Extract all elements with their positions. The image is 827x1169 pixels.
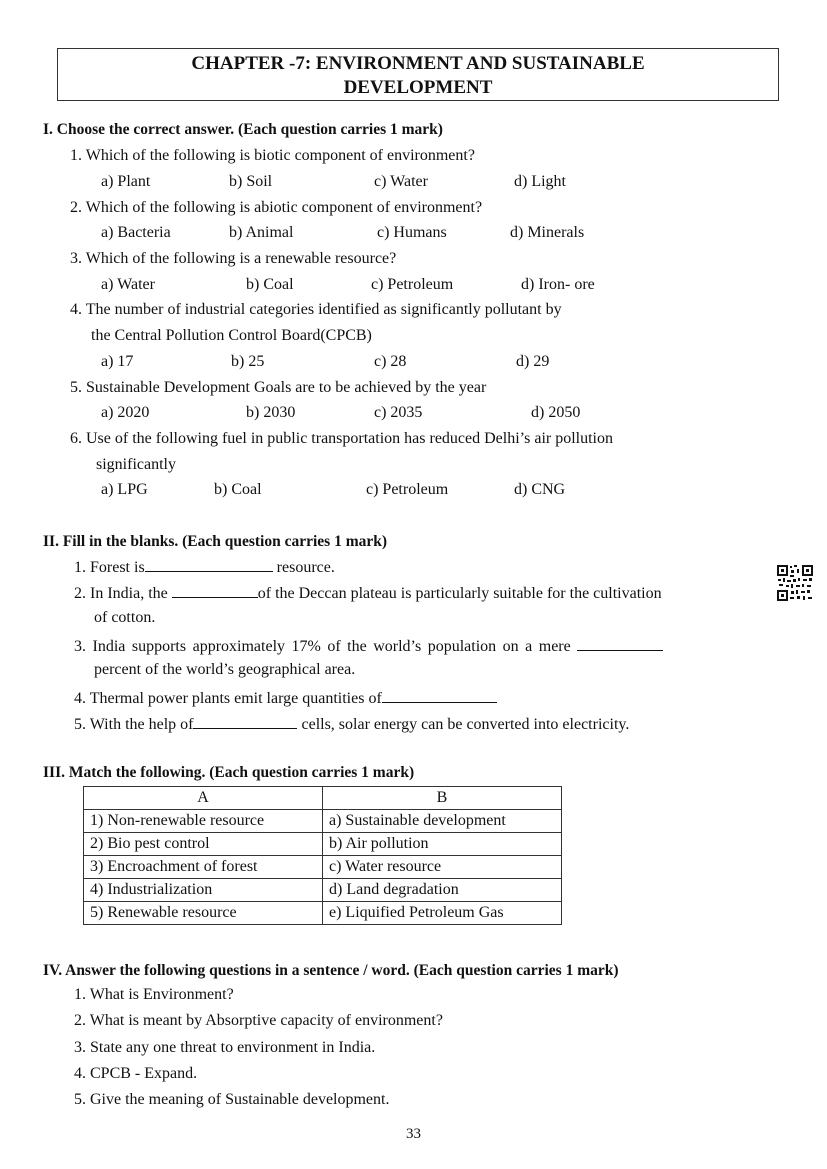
fill-q1-text-end: resource. [272, 559, 335, 576]
mcq2-option-b: b) Animal [229, 224, 294, 241]
fill-question-3 [74, 635, 663, 657]
match-table [83, 786, 562, 925]
match-a-item: 3) Encroachment of forest [84, 856, 323, 879]
qr-code-icon [776, 564, 814, 602]
section4-heading: IV. Answer the following questions in a sentence / word. (Each question carries 1 mark) [43, 962, 619, 979]
fill-q2-text-start: 2. In India, the [74, 585, 172, 602]
fill-q2-text-end: of the Deccan plateau is particularly suitable for the cultivation [257, 585, 662, 602]
mcq-question-5: 5. Sustainable Development Goals are to be achieved by the year [70, 379, 487, 396]
mcq4-option-a: a) 17 [101, 353, 134, 370]
mcq2-option-c: c) Humans [377, 224, 447, 241]
short-question-4: 4. CPCB - Expand. [74, 1065, 198, 1082]
fill-question-2 [74, 582, 662, 604]
fill-q5-text-end: cells, solar energy can be converted into electricity. [297, 716, 630, 733]
mcq5-option-a: a) 2020 [101, 404, 150, 421]
mcq6-option-b: b) Coal [214, 481, 262, 498]
chapter-title-line2: DEVELOPMENT [343, 77, 493, 98]
mcq4-option-d: d) 29 [516, 353, 550, 370]
fill-q3-text-start: 3. India supports approximately 17% of the world’s population on a mere [74, 638, 578, 655]
mcq1-option-b: b) Soil [229, 173, 273, 190]
section3-heading: III. Match the following. (Each question carries 1 mark) [43, 764, 415, 781]
table-row [84, 879, 562, 902]
column-b-header: B [323, 787, 562, 810]
page-number: 33 [406, 1126, 421, 1142]
fill-q5-blank[interactable] [193, 713, 297, 729]
mcq3-option-a: a) Water [101, 276, 155, 293]
mcq-question-2: 2. Which of the following is abiotic component of environment? [70, 199, 483, 216]
mcq5-option-c: c) 2035 [374, 404, 423, 421]
match-a-item: 5) Renewable resource [84, 902, 323, 925]
mcq2-option-d: d) Minerals [510, 224, 585, 241]
fill-q2-blank[interactable] [172, 582, 258, 598]
match-table-header [84, 787, 562, 810]
table-row [84, 856, 562, 879]
fill-q4-text-start: 4. Thermal power plants emit large quantities of [74, 690, 382, 707]
fill-q1-text-start: 1. Forest is [74, 559, 145, 576]
match-b-item: b) Air pollution [323, 833, 562, 856]
chapter-title-line1: CHAPTER -7: ENVIRONMENT AND SUSTAINABLE [191, 53, 645, 74]
section2-heading: II. Fill in the blanks. (Each question carries 1 mark) [43, 533, 388, 550]
mcq-question-4: 4. The number of industrial categories identified as significantly pollutant by [70, 301, 562, 318]
mcq-question-1: 1. Which of the following is biotic component of environment? [70, 147, 475, 164]
mcq6-option-c: c) Petroleum [366, 481, 449, 498]
fill-question-2-cont: of cotton. [94, 609, 156, 626]
mcq6-option-a: a) LPG [101, 481, 148, 498]
mcq3-option-b: b) Coal [246, 276, 294, 293]
match-b-item: d) Land degradation [323, 879, 562, 902]
table-row [84, 810, 562, 833]
mcq5-option-d: d) 2050 [531, 404, 581, 421]
mcq-question-6-cont: significantly [96, 456, 176, 473]
fill-q1-blank[interactable] [145, 556, 273, 572]
short-question-3: 3. State any one threat to environment in India. [74, 1039, 376, 1056]
mcq1-option-c: c) Water [374, 173, 428, 190]
mcq3-option-c: c) Petroleum [371, 276, 454, 293]
match-b-item: e) Liquified Petroleum Gas [323, 902, 562, 925]
fill-q5-text-start: 5. With the help of [74, 716, 194, 733]
mcq1-option-a: a) Plant [101, 173, 151, 190]
mcq-question-6: 6. Use of the following fuel in public transportation has reduced Delhi’s air pollution [70, 430, 613, 447]
fill-q3-blank[interactable] [577, 635, 663, 651]
short-question-1: 1. What is Environment? [74, 986, 234, 1003]
mcq5-option-b: b) 2030 [246, 404, 296, 421]
mcq1-option-d: d) Light [514, 173, 566, 190]
match-a-item: 1) Non-renewable resource [84, 810, 323, 833]
short-question-5: 5. Give the meaning of Sustainable development. [74, 1091, 390, 1108]
chapter-title-box [57, 48, 779, 101]
fill-q4-blank[interactable] [382, 687, 497, 703]
mcq4-option-c: c) 28 [374, 353, 407, 370]
mcq6-option-d: d) CNG [514, 481, 566, 498]
fill-question-5 [74, 713, 629, 735]
match-b-item: a) Sustainable development [323, 810, 562, 833]
short-question-2: 2. What is meant by Absorptive capacity of environment? [74, 1012, 443, 1029]
mcq4-option-b: b) 25 [231, 353, 265, 370]
match-b-item: c) Water resource [323, 856, 562, 879]
mcq2-option-a: a) Bacteria [101, 224, 171, 241]
match-a-item: 4) Industrialization [84, 879, 323, 902]
mcq-question-4-cont: the Central Pollution Control Board(CPCB) [91, 327, 372, 344]
fill-question-3-cont: percent of the world’s geographical area. [94, 661, 356, 678]
fill-question-4 [74, 687, 497, 709]
fill-question-1 [74, 556, 335, 578]
section1-heading: I. Choose the correct answer. (Each question carries 1 mark) [43, 121, 443, 138]
mcq-question-3: 3. Which of the following is a renewable resource? [70, 250, 397, 267]
table-row [84, 902, 562, 925]
match-a-item: 2) Bio pest control [84, 833, 323, 856]
column-a-header: A [84, 787, 323, 810]
mcq3-option-d: d) Iron- ore [521, 276, 595, 293]
table-row [84, 833, 562, 856]
